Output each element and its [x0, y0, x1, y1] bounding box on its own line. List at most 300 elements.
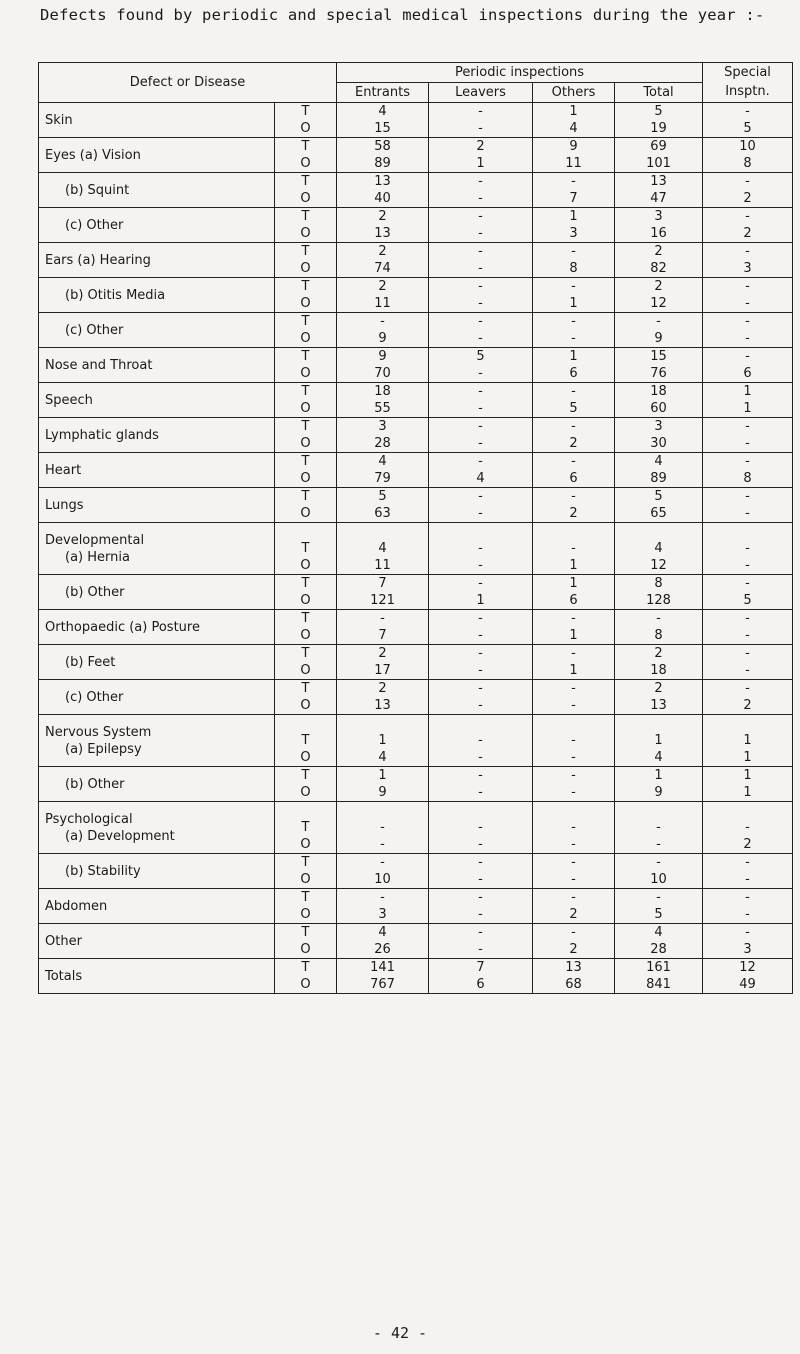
others-value: -: [571, 698, 576, 713]
total-cell: [615, 715, 703, 767]
defect-label-line: Other: [45, 934, 82, 949]
defect-label: [39, 348, 275, 383]
others-cell: [533, 313, 615, 348]
total-value: 4: [654, 541, 663, 556]
others-cell: [533, 610, 615, 645]
entrants-value: 4: [378, 750, 387, 765]
special-value: -: [745, 506, 750, 521]
others-value: -: [571, 890, 576, 905]
type-cell: [275, 715, 337, 767]
entrants-value: 40: [374, 191, 391, 206]
others-value: 13: [565, 960, 582, 975]
type-value: T: [301, 489, 310, 504]
defect-label-line: Nervous System: [45, 725, 152, 740]
leavers-value: -: [478, 279, 483, 294]
entrants-cell: [337, 103, 429, 138]
special-cell: [703, 278, 793, 313]
type-cell: [275, 103, 337, 138]
type-value: O: [300, 156, 311, 171]
leavers-cell: [429, 854, 533, 889]
page-number: - 42 -: [372, 1324, 428, 1342]
type-value: T: [301, 314, 310, 329]
total-value: 15: [650, 349, 667, 364]
total-cell: [615, 959, 703, 994]
entrants-value: 141: [370, 960, 395, 975]
entrants-value: 89: [374, 156, 391, 171]
others-value: 1: [569, 576, 578, 591]
entrants-cell: [337, 959, 429, 994]
leavers-value: -: [478, 209, 483, 224]
defect-header: Defect or Disease: [39, 63, 337, 103]
entrants-value: 17: [374, 663, 391, 678]
entrants-value: 2: [378, 209, 387, 224]
special-value: 49: [739, 977, 756, 992]
entrants-value: -: [380, 890, 385, 905]
others-value: -: [571, 331, 576, 346]
total-value: -: [656, 314, 661, 329]
others-value: 2: [569, 436, 578, 451]
others-value: 6: [569, 471, 578, 486]
special-value: 3: [743, 261, 752, 276]
type-value: T: [301, 279, 310, 294]
special-value: 12: [739, 960, 756, 975]
defect-label-line: (b) Feet: [65, 655, 116, 670]
others-value: 1: [569, 349, 578, 364]
others-value: -: [571, 820, 576, 835]
special-value: -: [745, 663, 750, 678]
total-cell: [615, 575, 703, 610]
defect-label-line: (b) Other: [65, 777, 125, 792]
entrants-cell: [337, 924, 429, 959]
total-value: 1: [654, 733, 663, 748]
type-value: [275, 802, 336, 819]
special-value: 1: [743, 384, 752, 399]
others-value: [533, 715, 614, 732]
type-cell: [275, 645, 337, 680]
entrants-value: -: [380, 611, 385, 626]
others-cell: [533, 243, 615, 278]
table-row: [39, 523, 793, 575]
special-cell: [703, 208, 793, 243]
entrants-value: 4: [378, 104, 387, 119]
special-value: -: [745, 611, 750, 626]
leavers-value: -: [478, 104, 483, 119]
special-value: -: [745, 209, 750, 224]
others-value: -: [571, 541, 576, 556]
table-row: [39, 488, 793, 523]
total-cell: [615, 138, 703, 173]
defect-label: [39, 383, 275, 418]
type-value: O: [300, 663, 311, 678]
type-cell: [275, 959, 337, 994]
special-value: -: [745, 541, 750, 556]
total-cell: [615, 802, 703, 854]
entrants-value: 767: [370, 977, 395, 992]
type-cell: [275, 854, 337, 889]
total-cell: [615, 645, 703, 680]
entrants-cell: [337, 418, 429, 453]
special-cell: [703, 715, 793, 767]
type-value: O: [300, 837, 311, 852]
defect-label: [39, 680, 275, 715]
type-value: O: [300, 436, 311, 451]
defect-label: [39, 488, 275, 523]
type-cell: [275, 278, 337, 313]
special-header: [703, 63, 793, 103]
others-value: -: [571, 384, 576, 399]
leavers-value: 1: [476, 593, 485, 608]
leavers-value: -: [478, 331, 483, 346]
leavers-cell: [429, 383, 533, 418]
type-cell: [275, 418, 337, 453]
leavers-value: -: [478, 489, 483, 504]
type-value: O: [300, 471, 311, 486]
total-value: [615, 715, 702, 732]
leavers-value: -: [478, 768, 483, 783]
others-value: 1: [569, 104, 578, 119]
others-value: 68: [565, 977, 582, 992]
others-value: -: [571, 925, 576, 940]
entrants-value: 11: [374, 558, 391, 573]
special-value: -: [745, 646, 750, 661]
others-value: 6: [569, 593, 578, 608]
type-value: O: [300, 907, 311, 922]
entrants-value: 9: [378, 349, 387, 364]
others-value: [533, 802, 614, 819]
total-value: -: [656, 611, 661, 626]
defect-label-line: (a) Hernia: [65, 550, 130, 565]
special-cell: [703, 173, 793, 208]
entrants-value: 58: [374, 139, 391, 154]
defect-label: [39, 313, 275, 348]
leavers-cell: [429, 278, 533, 313]
leavers-value: -: [478, 837, 483, 852]
leavers-cell: [429, 208, 533, 243]
special-value: -: [745, 855, 750, 870]
entrants-cell: [337, 348, 429, 383]
defect-label-line: Abdomen: [45, 899, 108, 914]
special-value: -: [745, 331, 750, 346]
others-value: -: [571, 314, 576, 329]
leavers-cell: [429, 924, 533, 959]
special-value: -: [745, 872, 750, 887]
total-value: 18: [650, 384, 667, 399]
type-value: T: [301, 384, 310, 399]
leavers-cell: [429, 523, 533, 575]
others-cell: [533, 575, 615, 610]
defect-label: [39, 243, 275, 278]
entrants-value: 2: [378, 646, 387, 661]
leavers-value: -: [478, 436, 483, 451]
total-value: 13: [650, 174, 667, 189]
entrants-value: [337, 802, 428, 819]
leavers-value: -: [478, 558, 483, 573]
total-value: 4: [654, 750, 663, 765]
total-value: 2: [654, 244, 663, 259]
type-value: [275, 715, 336, 732]
total-value: 101: [646, 156, 671, 171]
entrants-value: [337, 715, 428, 732]
leavers-value: 2: [476, 139, 485, 154]
type-value: T: [301, 349, 310, 364]
special-cell: [703, 575, 793, 610]
special-value: 5: [743, 593, 752, 608]
entrants-cell: [337, 854, 429, 889]
special-value: -: [745, 489, 750, 504]
entrants-value: 26: [374, 942, 391, 957]
leavers-cell: [429, 767, 533, 802]
total-value: 60: [650, 401, 667, 416]
entrants-value: 79: [374, 471, 391, 486]
leavers-cell: [429, 418, 533, 453]
others-value: -: [571, 681, 576, 696]
leavers-cell: [429, 610, 533, 645]
defect-label-line: Ears (a) Hearing: [45, 253, 151, 268]
entrants-value: -: [380, 855, 385, 870]
special-value: -: [745, 890, 750, 905]
special-cell: [703, 924, 793, 959]
entrants-value: 13: [374, 174, 391, 189]
others-value: [533, 523, 614, 540]
table-row: [39, 854, 793, 889]
special-cell: [703, 453, 793, 488]
entrants-value: 1: [378, 733, 387, 748]
defect-label-line: (b) Stability: [65, 864, 141, 879]
total-value: 18: [650, 663, 667, 678]
others-value: 2: [569, 506, 578, 521]
defect-label: [39, 173, 275, 208]
total-cell: [615, 767, 703, 802]
periodic-header: Periodic inspections: [337, 63, 703, 83]
table-row: [39, 453, 793, 488]
leavers-value: -: [478, 872, 483, 887]
defect-label-line: Psychological: [45, 812, 133, 827]
leavers-cell: [429, 959, 533, 994]
type-value: O: [300, 558, 311, 573]
leavers-value: -: [478, 506, 483, 521]
total-cell: [615, 680, 703, 715]
entrants-value: 63: [374, 506, 391, 521]
others-value: 11: [565, 156, 582, 171]
total-value: 28: [650, 942, 667, 957]
others-value: 2: [569, 907, 578, 922]
entrants-value: 7: [378, 628, 387, 643]
entrants-value: 55: [374, 401, 391, 416]
special-value: 10: [739, 139, 756, 154]
special-value: [703, 715, 792, 732]
total-value: 19: [650, 121, 667, 136]
special-value: 2: [743, 837, 752, 852]
leavers-value: -: [478, 314, 483, 329]
table-row: [39, 645, 793, 680]
type-cell: [275, 802, 337, 854]
entrants-cell: [337, 680, 429, 715]
leavers-value: [429, 715, 532, 732]
special-value: -: [745, 436, 750, 451]
defect-label: [39, 138, 275, 173]
entrants-cell: [337, 802, 429, 854]
entrants-cell: [337, 383, 429, 418]
defect-label-line: (a) Epilepsy: [65, 742, 142, 757]
entrants-value: 13: [374, 698, 391, 713]
type-cell: [275, 767, 337, 802]
defect-label: [39, 802, 275, 854]
total-value: 4: [654, 454, 663, 469]
total-value: 5: [654, 104, 663, 119]
total-value: 8: [654, 576, 663, 591]
type-value: O: [300, 872, 311, 887]
defect-label-line: Eyes (a) Vision: [45, 148, 141, 163]
type-cell: [275, 523, 337, 575]
defect-label: [39, 208, 275, 243]
total-cell: [615, 488, 703, 523]
leavers-value: -: [478, 785, 483, 800]
total-value: 128: [646, 593, 671, 608]
total-value: 65: [650, 506, 667, 521]
entrants-value: 10: [374, 872, 391, 887]
leavers-value: -: [478, 890, 483, 905]
leavers-value: -: [478, 750, 483, 765]
leavers-value: -: [478, 925, 483, 940]
others-cell: [533, 488, 615, 523]
others-cell: [533, 383, 615, 418]
special-value: 1: [743, 750, 752, 765]
others-value: -: [571, 646, 576, 661]
type-value: O: [300, 296, 311, 311]
leavers-cell: [429, 138, 533, 173]
type-value: T: [301, 209, 310, 224]
defect-label: [39, 645, 275, 680]
type-cell: [275, 208, 337, 243]
leavers-value: -: [478, 174, 483, 189]
special-value: -: [745, 558, 750, 573]
entrants-value: 7: [378, 576, 387, 591]
total-value: 13: [650, 698, 667, 713]
entrants-value: 70: [374, 366, 391, 381]
leavers-value: -: [478, 681, 483, 696]
defect-label-line: Developmental: [45, 533, 145, 548]
others-value: -: [571, 785, 576, 800]
entrants-cell: [337, 715, 429, 767]
total-value: 76: [650, 366, 667, 381]
total-cell: [615, 924, 703, 959]
defect-label-line: (c) Other: [65, 218, 124, 233]
type-value: O: [300, 942, 311, 957]
entrants-cell: [337, 243, 429, 278]
type-value: T: [301, 890, 310, 905]
entrants-value: 13: [374, 226, 391, 241]
defect-label: [39, 854, 275, 889]
leavers-value: -: [478, 663, 483, 678]
defect-label-line: Lymphatic glands: [45, 428, 159, 443]
others-cell: [533, 348, 615, 383]
others-value: 1: [569, 296, 578, 311]
total-cell: [615, 208, 703, 243]
others-value: -: [571, 244, 576, 259]
leavers-cell: [429, 645, 533, 680]
leavers-value: -: [478, 698, 483, 713]
defect-label-line: Nose and Throat: [45, 358, 153, 373]
others-value: 1: [569, 209, 578, 224]
leavers-value: -: [478, 366, 483, 381]
type-cell: [275, 173, 337, 208]
others-cell: [533, 418, 615, 453]
type-cell: [275, 610, 337, 645]
others-cell: [533, 680, 615, 715]
special-cell: [703, 680, 793, 715]
entrants-cell: [337, 173, 429, 208]
total-cell: [615, 313, 703, 348]
type-value: O: [300, 121, 311, 136]
defect-label-line: Lungs: [45, 498, 84, 513]
entrants-cell: [337, 453, 429, 488]
defect-label-line: (c) Other: [65, 690, 124, 705]
type-value: T: [301, 646, 310, 661]
total-value: 3: [654, 209, 663, 224]
leavers-value: -: [478, 855, 483, 870]
total-cell: [615, 348, 703, 383]
leavers-value: -: [478, 226, 483, 241]
defect-label: [39, 767, 275, 802]
entrants-value: 2: [378, 279, 387, 294]
others-value: 2: [569, 942, 578, 957]
special-value: -: [745, 820, 750, 835]
others-value: -: [571, 279, 576, 294]
type-value: T: [301, 820, 310, 835]
total-cell: [615, 418, 703, 453]
total-value: -: [656, 890, 661, 905]
special-value: 6: [743, 366, 752, 381]
type-value: O: [300, 628, 311, 643]
others-cell: [533, 715, 615, 767]
special-value: -: [745, 576, 750, 591]
leavers-value: 4: [476, 471, 485, 486]
total-value: 12: [650, 558, 667, 573]
total-value: [615, 802, 702, 819]
type-value: O: [300, 401, 311, 416]
others-value: 1: [569, 628, 578, 643]
leavers-cell: [429, 313, 533, 348]
entrants-value: 2: [378, 681, 387, 696]
leavers-value: -: [478, 261, 483, 276]
total-cell: [615, 173, 703, 208]
type-value: T: [301, 960, 310, 975]
entrants-value: 121: [370, 593, 395, 608]
total-cell: [615, 383, 703, 418]
type-value: O: [300, 191, 311, 206]
entrants-value: 9: [378, 785, 387, 800]
special-cell: [703, 103, 793, 138]
total-value: 47: [650, 191, 667, 206]
total-value: 12: [650, 296, 667, 311]
special-value: -: [745, 454, 750, 469]
defect-label: [39, 924, 275, 959]
entrants-value: 3: [378, 907, 387, 922]
entrants-value: 3: [378, 419, 387, 434]
entrants-value: -: [380, 314, 385, 329]
others-value: -: [571, 611, 576, 626]
leavers-value: -: [478, 541, 483, 556]
table-row: [39, 383, 793, 418]
special-value: 3: [743, 942, 752, 957]
leavers-value: -: [478, 820, 483, 835]
total-value: -: [656, 855, 661, 870]
leavers-value: -: [478, 244, 483, 259]
others-value: 7: [569, 191, 578, 206]
defect-label: [39, 575, 275, 610]
special-cell: [703, 854, 793, 889]
leavers-value: 5: [476, 349, 485, 364]
